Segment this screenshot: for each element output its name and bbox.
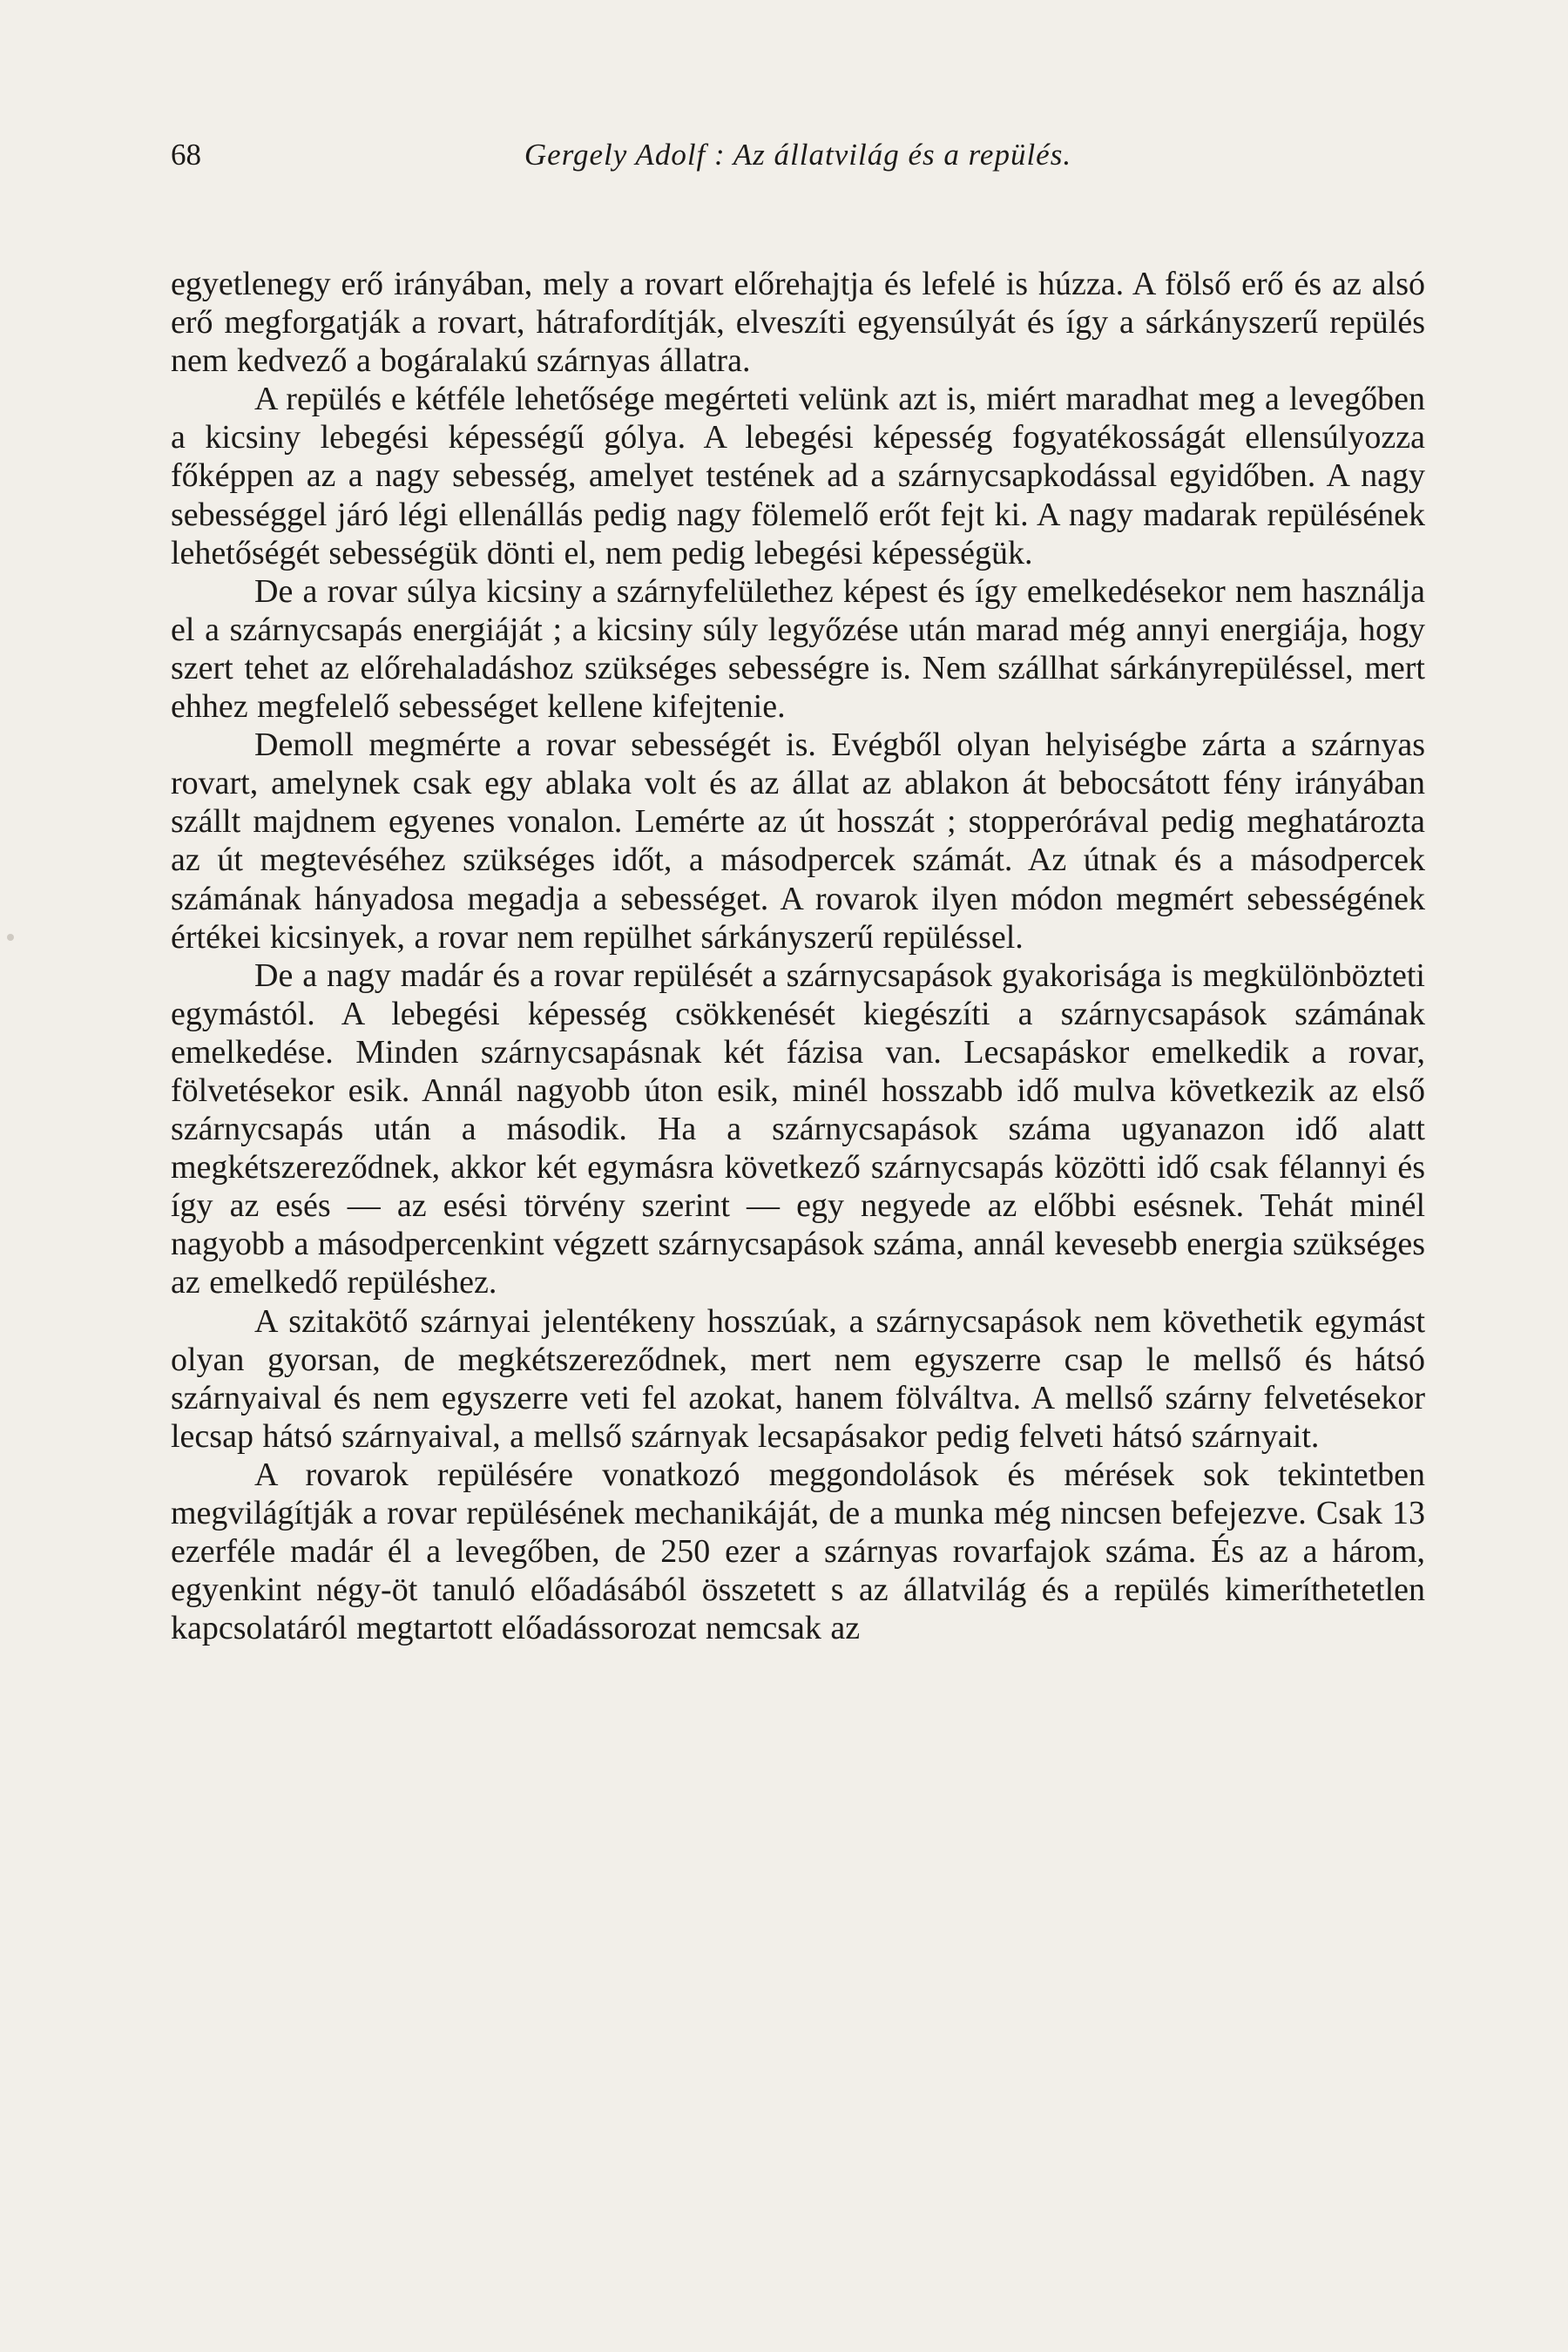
body-text bbox=[171, 265, 1425, 1647]
paragraph: De a rovar súlya kicsiny a szárnyfelülethez képest és így emelkedésekor nem használja el a szárnycsapás energiáját ; a kicsiny súly legyőzése után marad még annyi energiája, hogy szert tehet az előrehaladáshoz szükséges sebességre is. Nem szállhat sárkányrepüléssel, mert ehhez megfelelő sebességet kellene kifejtenie. bbox=[171, 572, 1425, 726]
paragraph: A szitakötő szárnyai jelentékeny hosszúak, a szárnycsapások nem követhetik egymást olyan gyorsan, de megkétszereződnek, mert nem egyszerre csap le mellső és hátsó szárnyaival és nem egyszerre veti fel azokat, hanem fölváltva. A mellső szárny felvetésekor lecsap hátsó szárnyaival, a mellső szárnyak lecsapásakor pedig felveti hátsó szárnyait. bbox=[171, 1302, 1425, 1455]
paragraph: De a nagy madár és a rovar repülését a szárnycsapások gyakorisága is megkülönbözteti egymástól. A lebegési képesség csökkenését kiegészíti a szárnycsapások számának emelkedése. Minden szárnycsapásnak két fázisa van. Lecsapáskor emelkedik a rovar, fölvetésekor esik. Annál nagyobb úton esik, minél hosszabb idő mulva következik az első szárnycsapás után a második. Ha a szárnycsapások száma ugyanazon idő alatt megkétszereződnek, akkor két egymásra következő szárnycsapás közötti idő csak félannyi és így az esés — az esési törvény szerint — egy negyede az előbbi esésnek. Tehát minél nagyobb a másodpercenkint végzett szárnycsapások száma, annál kevesebb energia szükséges az emelkedő repüléshez. bbox=[171, 956, 1425, 1301]
paper-speck bbox=[7, 934, 14, 941]
paragraph: A repülés e kétféle lehetősége megérteti velünk azt is, miért maradhat meg a levegőben a kicsiny lebegési képességű gólya. A lebegési képesség fogyatékosságát ellensúlyozza főképpen az a nagy sebesség, amelyet testének ad a szárnycsapkodással egyidőben. A nagy sebességgel járó légi ellenállás pedig nagy fölemelő erőt fejt ki. A nagy madarak repülésének lehetőségét sebességük dönti el, nem pedig lebegési képességük. bbox=[171, 381, 1425, 571]
paragraph: Demoll megmérte a rovar sebességét is. Evégből olyan helyiségbe zárta a szárnyas rovart, amelynek csak egy ablaka volt és az állat az ablakon át bebocsátott fény irányában szállt majdnem egyenes vonalon. Lemérte az út hosszát ; stopperórával pedig meghatározta az út megtevéséhez szükséges időt, a másodpercek számát. Az útnak és a másodpercek számának hányadosa megadja a sebességet. A rovarok ilyen módon megmért sebességének értékei kicsinyek, a rovar nem repülhet sárkányszerű repüléssel. bbox=[171, 727, 1425, 956]
paragraph: A rovarok repülésére vonatkozó meggondolások és mérések sok tekintetben megvilágítják a rovar repülésének mechanikáját, de a munka még nincsen befejezve. Csak 13 ezerféle madár él a levegőben, de 250 ezer a szárnyas rovarfajok száma. És az a három, egyenkint négy-öt tanuló előadásából összetett s az állatvilág és a repülés kimeríthetetlen kapcsolatáról megtartott előadássorozat nemcsak az bbox=[171, 1456, 1425, 1647]
running-head: Gergely Adolf : Az állatvilág és a repülés. bbox=[524, 138, 1072, 172]
page-header bbox=[171, 138, 1425, 186]
paragraph-continued: egyetlenegy erő irányában, mely a rovart előrehajtja és lefelé is húzza. A fölső erő és az alsó erő megforgatják a rovart, hátrafordítják, elveszíti egyensúlyát és így a sárkányszerű repülés nem kedvező a bogáralakú szárnyas állatra. bbox=[171, 266, 1425, 380]
page-number: 68 bbox=[171, 138, 201, 172]
